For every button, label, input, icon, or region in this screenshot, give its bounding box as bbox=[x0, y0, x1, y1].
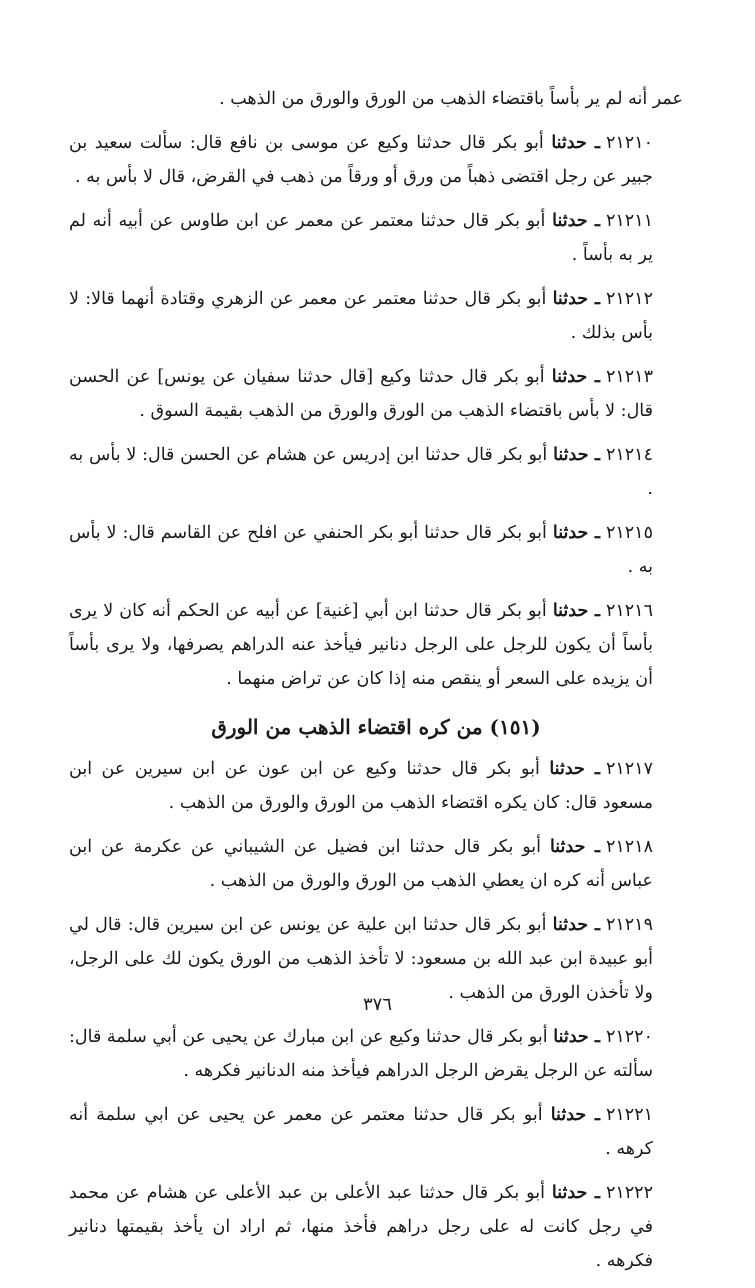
hadith-lead: ـ حدثنا bbox=[551, 367, 600, 387]
hadith-lead: ـ حدثنا bbox=[551, 1183, 600, 1203]
hadith-lead: ـ حدثنا bbox=[552, 601, 600, 621]
hadith-lead: ـ حدثنا bbox=[552, 523, 600, 543]
hadith-paragraph bbox=[69, 594, 683, 696]
hadith-number: ٢١٢١٢ bbox=[605, 289, 653, 309]
hadith-lead: ـ حدثنا bbox=[553, 445, 600, 465]
hadith-text: أبو بكر قال حدثنا ابن إدريس عن هشام عن الحسن قال: لا بأس به . bbox=[69, 445, 653, 499]
hadith-number: ٢١٢١٤ bbox=[605, 445, 653, 465]
hadith-text: عمر أنه لم ير بأساً باقتضاء الذهب من الورق والورق من الذهب . bbox=[219, 89, 683, 109]
hadith-text: أبو بكر قال حدثنا ابن علية عن يونس عن ابن سيرين قال: قال لي أبو عبيدة ابن عبد الله بن مسعود: لا تأخذ الذهب من الورق يكون لك على الرجل، ولا تأخذن الورق من الذهب . bbox=[69, 915, 653, 1003]
hadith-number: ٢١٢٢١ bbox=[606, 1105, 653, 1125]
hadith-paragraph bbox=[69, 438, 683, 506]
hadith-lead: ـ حدثنا bbox=[550, 1105, 600, 1125]
hadith-number: ٢١٢١١ bbox=[606, 211, 653, 231]
hadith-lead: ـ حدثنا bbox=[549, 759, 600, 779]
hadith-number: ٢١٢١٥ bbox=[605, 523, 653, 543]
hadith-lead: ـ حدثنا bbox=[553, 1027, 600, 1047]
hadith-lead: ـ حدثنا bbox=[552, 211, 600, 231]
hadith-text: أبو بكر قال حدثنا معتمر عن معمر عن يحيى عن ابي سلمة أنه كرهه . bbox=[69, 1105, 653, 1159]
hadith-paragraph bbox=[69, 282, 683, 350]
hadith-text: أبو بكر قال حدثنا عبد الأعلى بن عبد الأعلى عن هشام عن محمد في رجل كانت له على رجل دراهم فأخذ منها، ثم اراد ان يأخذ بقيمتها دنانير فكرهه . bbox=[69, 1183, 653, 1271]
hadith-number: ٢١٢١٧ bbox=[606, 759, 653, 779]
hadith-paragraph bbox=[69, 1098, 683, 1166]
hadith-lead: ـ حدثنا bbox=[552, 915, 600, 935]
hadith-paragraph bbox=[69, 360, 683, 428]
hadith-number: ٢١٢٢٢ bbox=[605, 1183, 653, 1203]
hadith-lead: ـ حدثنا bbox=[549, 837, 600, 857]
hadith-paragraph bbox=[69, 1176, 683, 1278]
page-content bbox=[69, 82, 683, 1288]
hadith-paragraph bbox=[69, 516, 683, 584]
hadith-text: أبو بكر قال حدثنا أبو بكر الحنفي عن افلح عن القاسم قال: لا بأس به . bbox=[69, 523, 653, 577]
hadith-text: أبو بكر قال حدثنا وكيع عن ابن عون عن ابن سيرين عن ابن مسعود قال: كان يكره اقتضاء الذهب من الورق والورق من الذهب . bbox=[69, 759, 653, 813]
hadith-text: أبو بكر قال حدثنا ابن أبي [غنية] عن أبيه عن الحكم أنه كان لا يرى بأساً أن يكون للرجل على الرجل دنانير فيأخذ عنه الدراهم يصرفها، ولا يرى بأساً أن يزيده على السعر أو ينقص منه إذا كان عن تراض منهما . bbox=[69, 601, 653, 689]
hadith-text: أبو بكر قال حدثنا وكيع عن ابن مبارك عن يحيى عن أبي سلمة قال: سألته عن الرجل يقرض الرجل الدراهم فيأخذ منه الدنانير فكرهه . bbox=[69, 1027, 653, 1081]
hadith-list-top bbox=[69, 82, 683, 696]
hadith-paragraph bbox=[69, 126, 683, 194]
hadith-paragraph bbox=[69, 1020, 683, 1088]
hadith-text: أبو بكر قال حدثنا معتمر عن معمر عن الزهري وقتادة أنهما قالا: لا بأس بذلك . bbox=[69, 289, 653, 343]
hadith-text: أبو بكر قال حدثنا وكيع عن موسى بن نافع قال: سألت سعيد بن جبير عن رجل اقتضى ذهباً من ورق أو ورقاً من ذهب في القرض، قال لا بأس به . bbox=[69, 133, 653, 187]
hadith-number: ٢١٢١٦ bbox=[605, 601, 653, 621]
hadith-list-bottom bbox=[69, 752, 683, 1278]
hadith-lead: ـ حدثنا bbox=[552, 289, 600, 309]
hadith-number: ٢١٢١٩ bbox=[605, 915, 653, 935]
hadith-paragraph bbox=[69, 752, 683, 820]
hadith-number: ٢١٢٢٠ bbox=[605, 1027, 653, 1047]
hadith-paragraph bbox=[69, 830, 683, 898]
hadith-number: ٢١٢١٨ bbox=[606, 837, 653, 857]
hadith-lead: ـ حدثنا bbox=[551, 133, 600, 153]
hadith-text: أبو بكر قال حدثنا ابن فضيل عن الشيباني عن عكرمة عن ابن عباس أنه كره ان يعطي الذهب من الورق والورق من الذهب . bbox=[69, 837, 653, 891]
hadith-text: أبو بكر قال حدثنا معتمر عن معمر عن ابن طاوس عن أبيه أنه لم ير به بأساً . bbox=[69, 211, 653, 265]
hadith-text: أبو بكر قال حدثنا وكيع [قال حدثنا سفيان عن يونس] عن الحسن قال: لا بأس باقتضاء الذهب من الورق والورق من الذهب بقيمة السوق . bbox=[69, 367, 653, 421]
hadith-paragraph bbox=[69, 82, 683, 116]
hadith-number: ٢١٢١٠ bbox=[606, 133, 653, 153]
hadith-number: ٢١٢١٣ bbox=[605, 367, 653, 387]
hadith-paragraph bbox=[69, 204, 683, 272]
chapter-heading: (١٥١) من كره اقتضاء الذهب من الورق bbox=[211, 715, 541, 739]
page-number: ٣٧٦ bbox=[362, 994, 392, 1015]
